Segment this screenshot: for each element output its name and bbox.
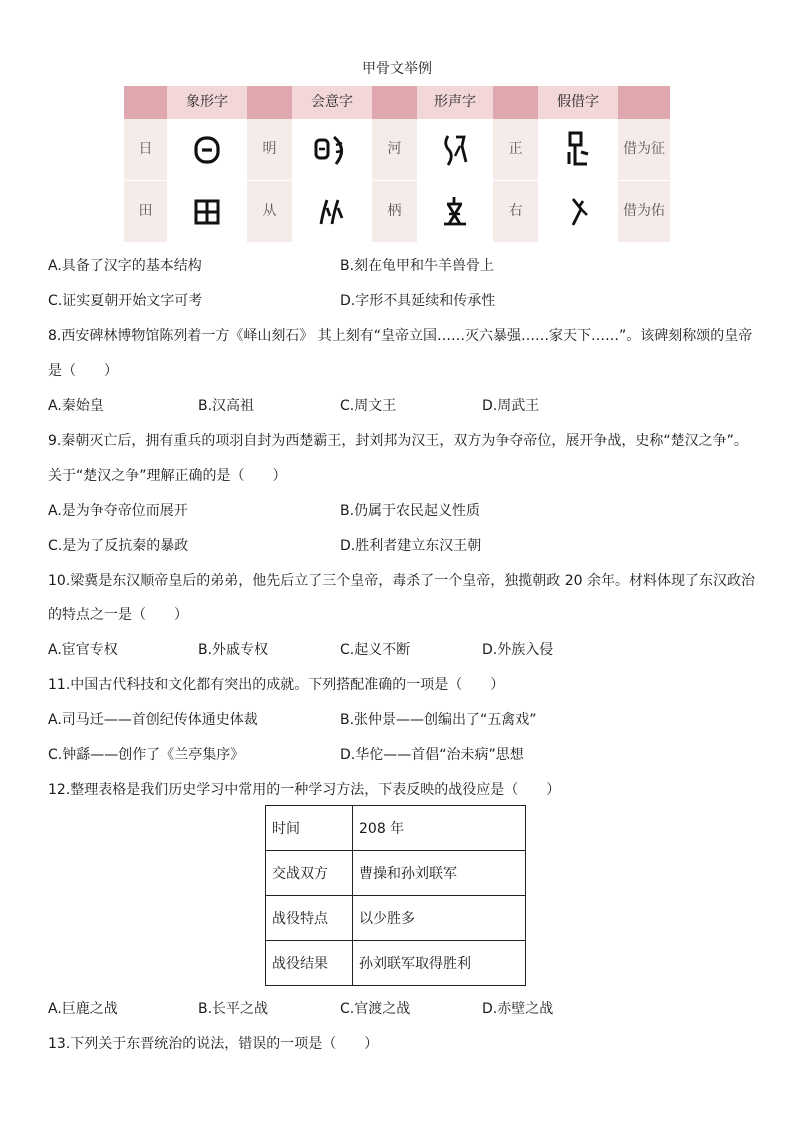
header-loan-character: 假借字 — [538, 86, 618, 119]
q12-option-c[interactable]: C.官渡之战 — [340, 1001, 411, 1017]
q8-option-c[interactable]: C.周文王 — [340, 398, 397, 414]
he-glyph-icon — [417, 119, 493, 180]
oracle-table-title: 甲骨文举例 — [362, 61, 432, 77]
header-ideograph: 会意字 — [292, 86, 372, 119]
q10-option-d[interactable]: D.外族入侵 — [482, 642, 554, 658]
char-zheng: 正 — [508, 141, 523, 157]
q7-option-d[interactable]: D.字形不具延续和传承性 — [340, 293, 496, 309]
q9-option-b[interactable]: B.仍属于农民起义性质 — [340, 503, 481, 519]
q8-stem: 8.西安碑林博物馆陈列着一方《峄山刻石》 其上刻有“皇帝立国……灭六暴强……家天下……”。该碑刻称颂的皇帝 — [48, 328, 753, 344]
char-ri: 日 — [138, 141, 153, 157]
q7-option-b[interactable]: B.刻在龟甲和牛羊兽骨上 — [340, 258, 495, 274]
q10-option-a[interactable]: A.宦官专权 — [48, 642, 118, 658]
q13-stem: 13.下列关于东晋统治的说法，错误的一项是（ ） — [48, 1036, 379, 1052]
bing-glyph-icon — [417, 181, 493, 242]
q12-option-d[interactable]: D.赤壁之战 — [482, 1001, 554, 1017]
table-key: 战役特点 — [266, 896, 353, 941]
table-value: 孙刘联军取得胜利 — [353, 941, 526, 986]
table-row — [266, 941, 526, 986]
q8-option-d[interactable]: D.周武王 — [482, 398, 540, 414]
battle-info-table — [265, 805, 526, 986]
table-value: 曹操和孙刘联军 — [353, 851, 526, 896]
q8-option-b[interactable]: B.汉高祖 — [198, 398, 255, 414]
q8-option-a[interactable]: A.秦始皇 — [48, 398, 104, 414]
q10-stem: 10.梁冀是东汉顺帝皇后的弟弟，他先后立了三个皇帝，毒杀了一个皇帝，独揽朝政 20 余年。材料体现了东汉政治 — [48, 573, 755, 589]
you-glyph-icon — [538, 181, 618, 242]
table-row — [266, 806, 526, 851]
q9-stem-cont: 关于“楚汉之争”理解正确的是（ ） — [48, 468, 287, 484]
header-pictograph: 象形字 — [167, 86, 247, 119]
q10-stem-cont: 的特点之一是（ ） — [48, 607, 188, 623]
char-cong: 从 — [262, 203, 277, 219]
q11-option-c[interactable]: C.钟繇——创作了《兰亭集序》 — [48, 747, 245, 763]
zheng-glyph-icon — [538, 119, 618, 180]
table-row — [266, 896, 526, 941]
q7-option-c[interactable]: C.证实夏朝开始文字可考 — [48, 293, 203, 309]
q12-stem: 12.整理表格是我们历史学习中常用的一种学习方法，下表反映的战役应是（ ） — [48, 782, 561, 798]
q9-option-a[interactable]: A.是为争夺帝位而展开 — [48, 503, 188, 519]
oracle-table-header — [124, 86, 670, 119]
oracle-bone-table — [124, 86, 670, 242]
char-bing: 柄 — [387, 203, 402, 219]
char-tian: 田 — [138, 203, 153, 219]
table-value: 208 年 — [353, 806, 526, 851]
oracle-table-body — [124, 119, 670, 242]
loan-note-zheng: 借为征 — [623, 141, 665, 157]
header-phonosemantic: 形声字 — [417, 86, 493, 119]
q12-option-b[interactable]: B.长平之战 — [198, 1001, 269, 1017]
q9-option-c[interactable]: C.是为了反抗秦的暴政 — [48, 538, 189, 554]
cong-glyph-icon — [292, 181, 372, 242]
q8-stem-cont: 是（ ） — [48, 363, 118, 379]
char-he: 河 — [387, 141, 402, 157]
q11-option-b[interactable]: B.张仲景——创编出了“五禽戏” — [340, 712, 537, 728]
ming-glyph-icon — [292, 119, 372, 180]
q11-option-d[interactable]: D.华佗——首倡“治未病”思想 — [340, 747, 524, 763]
q9-stem: 9.秦朝灭亡后，拥有重兵的项羽自封为西楚霸王，封刘邦为汉王，双方为争夺帝位，展开争战，史称“楚汉之争”。 — [48, 433, 748, 449]
table-value: 以少胜多 — [353, 896, 526, 941]
q7-option-a[interactable]: A.具备了汉字的基本结构 — [48, 258, 202, 274]
loan-note-you: 借为佑 — [623, 203, 665, 219]
q9-option-d[interactable]: D.胜利者建立东汉王朝 — [340, 538, 482, 554]
tian-glyph-icon — [167, 181, 247, 242]
q11-stem: 11.中国古代科技和文化都有突出的成就。下列搭配准确的一项是（ ） — [48, 677, 505, 693]
table-key: 战役结果 — [266, 941, 353, 986]
char-you: 右 — [508, 203, 523, 219]
q10-option-c[interactable]: C.起义不断 — [340, 642, 411, 658]
table-key: 时间 — [266, 806, 353, 851]
ri-glyph-icon — [167, 119, 247, 180]
char-ming: 明 — [262, 141, 277, 157]
q12-option-a[interactable]: A.巨鹿之战 — [48, 1001, 118, 1017]
table-key: 交战双方 — [266, 851, 353, 896]
table-row — [266, 851, 526, 896]
q10-option-b[interactable]: B.外戚专权 — [198, 642, 269, 658]
q11-option-a[interactable]: A.司马迁——首创纪传体通史体裁 — [48, 712, 258, 728]
